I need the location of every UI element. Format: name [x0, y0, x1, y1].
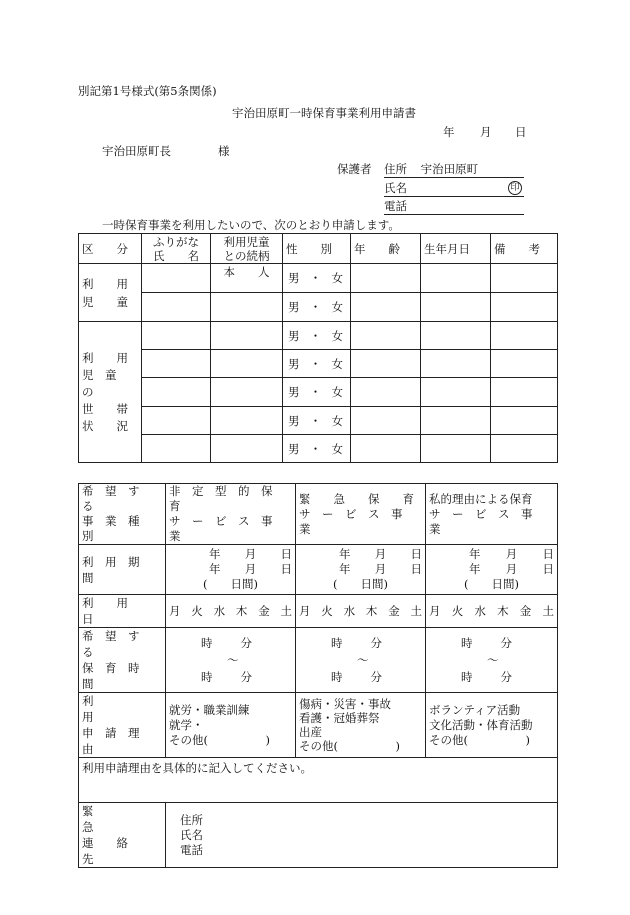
age-cell[interactable] [351, 322, 421, 350]
age-cell[interactable] [351, 264, 421, 293]
guardian-address-field[interactable] [384, 161, 524, 178]
guardian-name-field[interactable] [384, 180, 524, 197]
birthday-cell[interactable] [421, 378, 491, 407]
form-number: 別記第1号様式(第5条関係) [78, 84, 217, 98]
hours-header: 希 望 す る 保 育 時 間 [79, 628, 166, 693]
period-cell[interactable]: 年 月 日 年 月 日 ( 日間) [296, 545, 426, 595]
member-sex-cell[interactable]: 男 ・ 女 [283, 378, 351, 407]
relation-cell[interactable] [211, 435, 283, 463]
service-type-header: 希 望 す る 事 業 種 別 [79, 484, 166, 545]
period-cell[interactable]: 年 月 日 年 月 日 ( 日間) [166, 545, 296, 595]
period-header: 利 用 期 間 [79, 545, 166, 595]
child-sex-cell[interactable]: 男 ・ 女 [283, 293, 351, 322]
emergency-contact-header: 緊 急 連 絡 先 [79, 803, 166, 868]
weekday-cell[interactable]: 月 火 水 木 金 土 [296, 595, 426, 628]
child-name-cell[interactable] [142, 264, 211, 293]
birthday-cell[interactable] [421, 264, 491, 293]
hours-cell[interactable]: 時 分 〜 時 分 [166, 628, 296, 693]
birthday-cell[interactable] [421, 293, 491, 322]
header-notes: 備 考 [491, 234, 558, 264]
member-sex-cell[interactable]: 男 ・ 女 [283, 350, 351, 378]
relation-cell[interactable] [211, 293, 283, 322]
age-cell[interactable] [351, 378, 421, 407]
age-cell[interactable] [351, 435, 421, 463]
reason-detail-field[interactable] [79, 758, 558, 803]
guardian-address-value: 宇治田原町 [420, 162, 479, 176]
guardian-label: 保護者 [337, 162, 372, 176]
birthday-cell[interactable] [421, 322, 491, 350]
age-cell[interactable] [351, 407, 421, 435]
addressee-honorific: 様 [218, 144, 230, 158]
relation-cell[interactable] [211, 378, 283, 407]
notes-cell[interactable] [491, 264, 558, 293]
guardian-phone-label: 電話 [384, 199, 407, 213]
reason-options-1[interactable]: 就労・職業訓練 就学・ その他( ) [166, 693, 296, 758]
member-sex-cell[interactable]: 男 ・ 女 [283, 435, 351, 463]
days-header: 利 用 日 [79, 595, 166, 628]
child-sex-cell[interactable]: 男 ・ 女 [283, 264, 351, 293]
hours-cell[interactable]: 時 分 〜 時 分 [426, 628, 558, 693]
service-col-1: 非 定 型 的 保 育 サ ー ビ ス 事 業 [166, 484, 296, 545]
date-day-label: 日 [515, 125, 527, 139]
birthday-cell[interactable] [421, 407, 491, 435]
hours-cell[interactable]: 時 分 〜 時 分 [296, 628, 426, 693]
household-label: 利 用 児 童 の 世 帯 状 況 [79, 322, 142, 463]
header-sex: 性 別 [283, 234, 351, 264]
service-request-table [78, 483, 558, 868]
child-name-cell[interactable] [142, 293, 211, 322]
member-name-cell[interactable] [142, 350, 211, 378]
age-cell[interactable] [351, 350, 421, 378]
notes-cell[interactable] [491, 435, 558, 463]
service-col-2: 緊 急 保 育 サ ー ビ ス 事 業 [296, 484, 426, 545]
weekday-cell[interactable]: 月 火 水 木 金 土 [426, 595, 558, 628]
member-name-cell[interactable] [142, 435, 211, 463]
emergency-contact-fields[interactable]: 住所 氏名 電話 [166, 803, 558, 868]
header-relation: 利用児童 との続柄 [211, 234, 283, 264]
guardian-name-label: 氏名 [384, 181, 407, 195]
date-year-label: 年 [443, 125, 455, 139]
relation-cell[interactable] [211, 407, 283, 435]
header-age: 年 齢 [351, 234, 421, 264]
member-name-cell[interactable] [142, 322, 211, 350]
notes-cell[interactable] [491, 350, 558, 378]
child-relation-cell: 本 人 [211, 264, 283, 293]
guardian-phone-field[interactable] [384, 198, 524, 215]
relation-cell[interactable] [211, 322, 283, 350]
child-label: 利 用 児 童 [79, 264, 142, 322]
age-cell[interactable] [351, 293, 421, 322]
reason-options-3[interactable]: ボランティア活動 文化活動・体育活動 その他( ) [426, 693, 558, 758]
header-category: 区 分 [79, 234, 142, 264]
notes-cell[interactable] [491, 322, 558, 350]
intro-text: 一時保育事業を利用したいので、次のとおり申請します。 [102, 218, 400, 232]
member-sex-cell[interactable]: 男 ・ 女 [283, 407, 351, 435]
child-info-table [78, 233, 558, 463]
service-col-3: 私的理由による保育 サ ー ビ ス 事 業 [426, 484, 558, 545]
header-furigana-name: ふりがな 氏 名 [142, 234, 211, 264]
relation-cell[interactable] [211, 350, 283, 378]
period-cell[interactable]: 年 月 日 年 月 日 ( 日間) [426, 545, 558, 595]
birthday-cell[interactable] [421, 435, 491, 463]
reason-options-2[interactable]: 傷病・災害・事故 看護・冠婚葬祭 出産 その他( ) [296, 693, 426, 758]
member-sex-cell[interactable]: 男 ・ 女 [283, 322, 351, 350]
weekday-cell[interactable]: 月 火 水 木 金 土 [166, 595, 296, 628]
guardian-address-label: 住所 [384, 162, 407, 176]
notes-cell[interactable] [491, 378, 558, 407]
addressee-name: 宇治田原町長 [102, 144, 171, 158]
date-month-label: 月 [480, 125, 492, 139]
notes-cell[interactable] [491, 293, 558, 322]
header-birthday: 生年月日 [421, 234, 491, 264]
reason-header: 利 用 申 請 理 由 [79, 693, 166, 758]
form-title: 宇治田原町一時保育事業利用申請書 [232, 106, 416, 120]
notes-cell[interactable] [491, 407, 558, 435]
birthday-cell[interactable] [421, 350, 491, 378]
member-name-cell[interactable] [142, 407, 211, 435]
member-name-cell[interactable] [142, 378, 211, 407]
reason-detail-prompt: 利用申請理由を具体的に記入してください。 [82, 761, 312, 775]
seal-mark: 印 [508, 181, 522, 195]
